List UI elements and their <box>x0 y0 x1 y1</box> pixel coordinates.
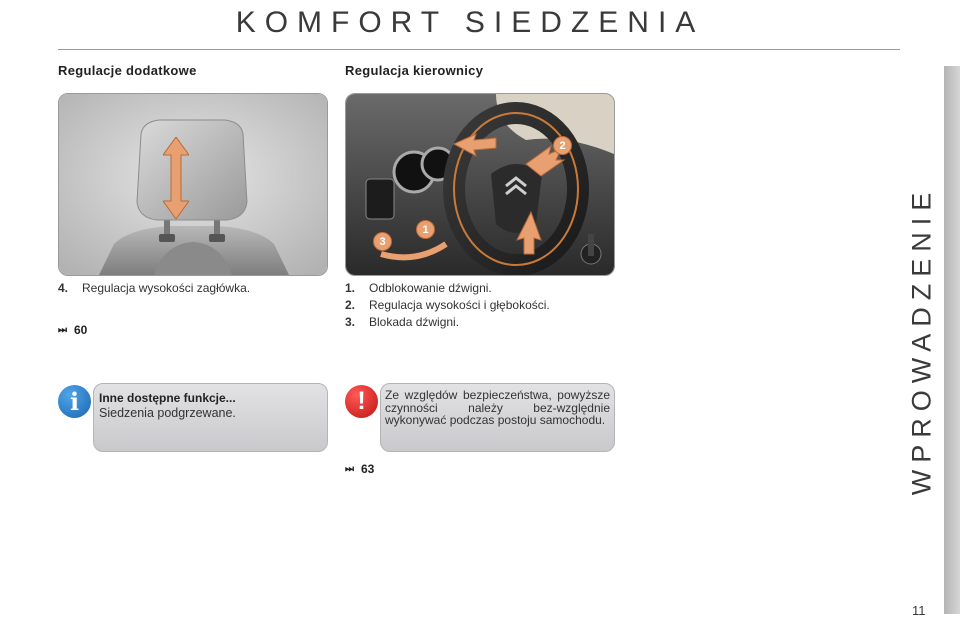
list-item <box>345 298 625 313</box>
list-item <box>58 281 328 296</box>
item-text: Blokada dźwigni. <box>369 315 460 329</box>
reference-page: 63 <box>361 462 375 476</box>
headrest-arrow-icon <box>163 137 189 219</box>
warning-box-text: Ze względów bezpieczeństwa, powyższe czynności należy bez-względnie wykonywać podczas postoju samochodu. <box>385 388 610 427</box>
list-item <box>345 281 625 296</box>
side-tab-label: WPROWADZENIE <box>906 185 937 495</box>
callout-2-badge: 2 <box>553 136 572 155</box>
page-number: 11 <box>912 603 926 618</box>
callout-3-badge: 3 <box>373 232 392 251</box>
reference-page: 60 <box>74 323 88 337</box>
steering-item-list <box>345 281 625 332</box>
callout-1-badge: 1 <box>416 220 435 239</box>
item-number: 1. <box>345 281 356 295</box>
page-title: KOMFORT SIEDZENIA <box>235 6 705 39</box>
info-box <box>93 383 328 452</box>
item-number: 3. <box>345 315 356 329</box>
item-number: 2. <box>345 298 356 312</box>
double-arrow-icon: ⏭ <box>58 324 67 336</box>
headrest-item-list <box>58 281 328 298</box>
warning-icon: ! <box>345 385 378 418</box>
side-tab-label-wrap <box>892 180 952 500</box>
info-box-text: Siedzenia podgrzewane. <box>99 406 236 420</box>
item-text: Odblokowanie dźwigni. <box>369 281 492 295</box>
headrest-section-heading: Regulacje dodatkowe <box>58 63 197 78</box>
item-text: Regulacja wysokości zagłówka. <box>82 281 251 295</box>
info-box-title: Inne dostępne funkcje... <box>99 391 236 405</box>
title-divider <box>58 49 900 50</box>
headrest-page-reference[interactable] <box>58 323 87 337</box>
warning-box <box>380 383 615 452</box>
list-item <box>345 315 625 330</box>
headrest-illustration <box>58 93 328 276</box>
steering-page-reference[interactable] <box>345 462 374 476</box>
double-arrow-icon: ⏭ <box>345 463 354 475</box>
info-icon: i <box>58 385 91 418</box>
steering-section-heading: Regulacja kierownicy <box>345 63 484 78</box>
item-number: 4. <box>58 281 69 295</box>
item-text: Regulacja wysokości i głębokości. <box>369 298 550 312</box>
